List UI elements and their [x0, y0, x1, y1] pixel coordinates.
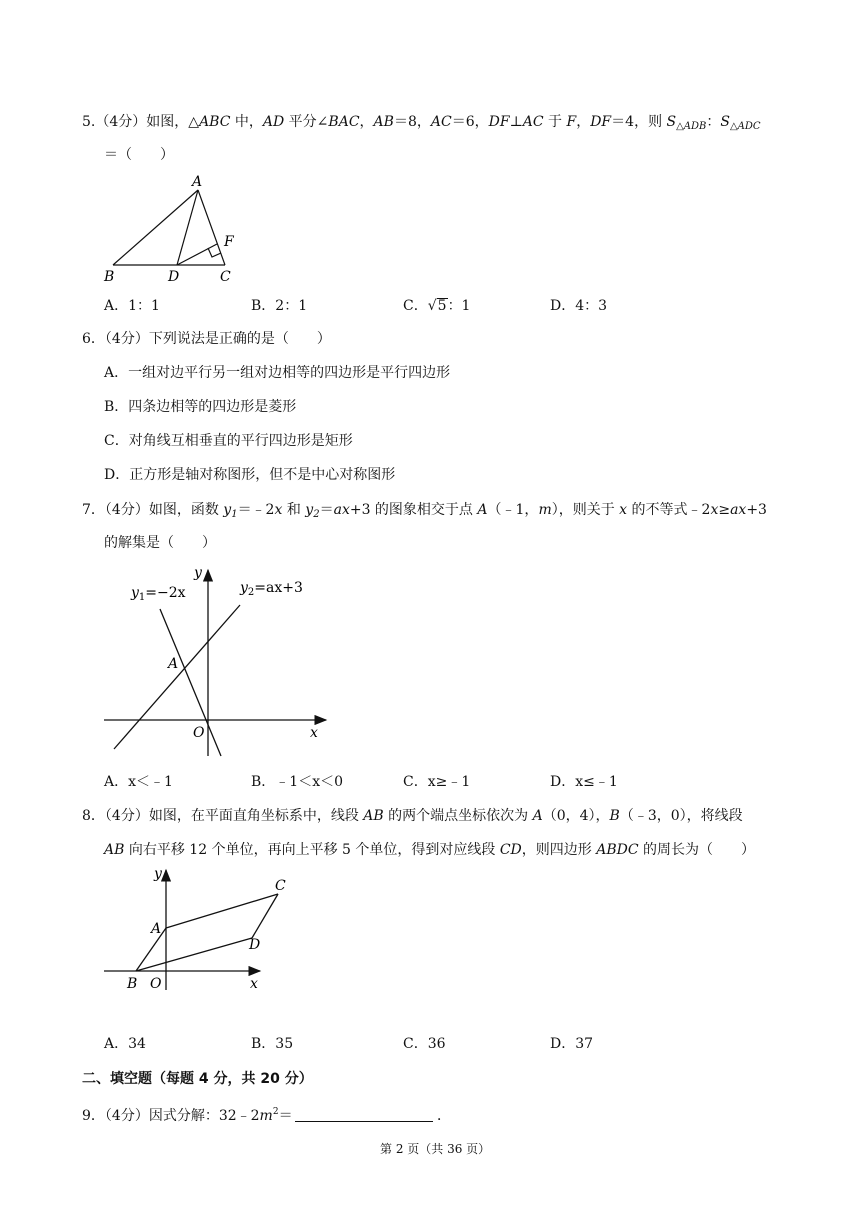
q8-stem-line1: 8．（4分）如图，在平面直角坐标系中，线段 AB 的两个端点坐标依次为 A（0，4），B（﹣3，0），将线段 — [82, 808, 743, 824]
point-d-label: D — [249, 937, 261, 953]
point-c-label: C — [275, 878, 286, 894]
q7-option-c[interactable]: C．x≥﹣1 — [403, 774, 471, 790]
axis-x-label: x — [250, 976, 258, 992]
origin-label: O — [150, 976, 162, 992]
page-footer: 第 2 页（共 36 页） — [380, 1142, 491, 1156]
q8-option-c[interactable]: C．36 — [403, 1036, 446, 1052]
axis-y-label: y — [154, 866, 162, 882]
q6-stem: 6．（4分）下列说法是正确的是（ ） — [82, 331, 331, 347]
q8-graph-figure — [100, 862, 286, 997]
q6-option-a[interactable]: A．一组对边平行另一组对边相等的四边形是平行四边形 — [104, 365, 451, 381]
q5-triangle-figure — [100, 170, 260, 285]
q6-option-c[interactable]: C．对角线互相垂直的平行四边形是矩形 — [104, 433, 353, 449]
point-a-label: A — [151, 921, 162, 937]
q8-option-a[interactable]: A．34 — [104, 1036, 146, 1052]
q6-option-d[interactable]: D．正方形是轴对称图形，但不是中心对称图形 — [104, 467, 396, 483]
q7-stem-line2: 的解集是（ ） — [104, 535, 216, 551]
point-b-label: B — [127, 976, 138, 992]
y2-line-label: $y_2=ax+3$ — [240, 580, 303, 598]
label-A: A — [192, 174, 203, 190]
origin-label: O — [193, 725, 205, 741]
label-B: B — [104, 269, 115, 285]
section-title-fill-in: 二、填空题（每题 4 分，共 20 分） — [82, 1071, 313, 1087]
q5-stem-line1: 5.（4分）如图，△ABC 中，AD 平分∠BAC，AB＝8，AC＝6，DF⊥AC 于 F，DF＝4，则 $S_{\triangle ADB}$：$S_{\triangle ADC}$ — [82, 114, 761, 132]
axis-x-label: x — [310, 725, 318, 741]
label-C: C — [220, 269, 231, 285]
q5-option-a[interactable]: A．1：1 — [104, 298, 160, 314]
y1-line-label: $y_1=-2x$ — [131, 585, 186, 603]
q5-option-b[interactable]: B．2：1 — [251, 298, 308, 314]
q5-stem-line2: ＝（ ） — [104, 147, 174, 163]
q7-option-d[interactable]: D．x≤﹣1 — [550, 774, 618, 790]
q7-graph-figure — [100, 560, 340, 765]
axis-y-label: y — [194, 565, 202, 581]
q9-stem: 9．（4分）因式分解：$32﹣2m^2=$ ． — [82, 1107, 452, 1124]
label-D: D — [168, 269, 180, 285]
q7-option-b[interactable]: B．﹣1＜x＜0 — [251, 774, 343, 790]
q6-option-b[interactable]: B．四条边相等的四边形是菱形 — [104, 399, 297, 415]
q8-stem-line2: AB 向右平移 12 个单位，再向上平移 5 个单位，得到对应线段 CD，则四边形 ABDC 的周长为（ ） — [104, 842, 756, 858]
q7-option-a[interactable]: A．x＜﹣1 — [104, 774, 173, 790]
label-F: F — [224, 234, 234, 250]
q5-option-c[interactable]: C．√5：1 — [403, 298, 471, 314]
q8-option-b[interactable]: B．35 — [251, 1036, 294, 1052]
q5-option-d[interactable]: D．4：3 — [550, 298, 608, 314]
q7-stem-line1: 7．（4分）如图，函数 $y_1=﹣2x$ 和 $y_2=ax+3$ 的图象相交于点 A（﹣1，m），则关于 x 的不等式﹣2x≥ax+3 — [82, 502, 767, 520]
q8-option-d[interactable]: D．37 — [550, 1036, 594, 1052]
q9-answer-blank[interactable] — [295, 1107, 433, 1122]
point-a-label: A — [168, 656, 179, 672]
